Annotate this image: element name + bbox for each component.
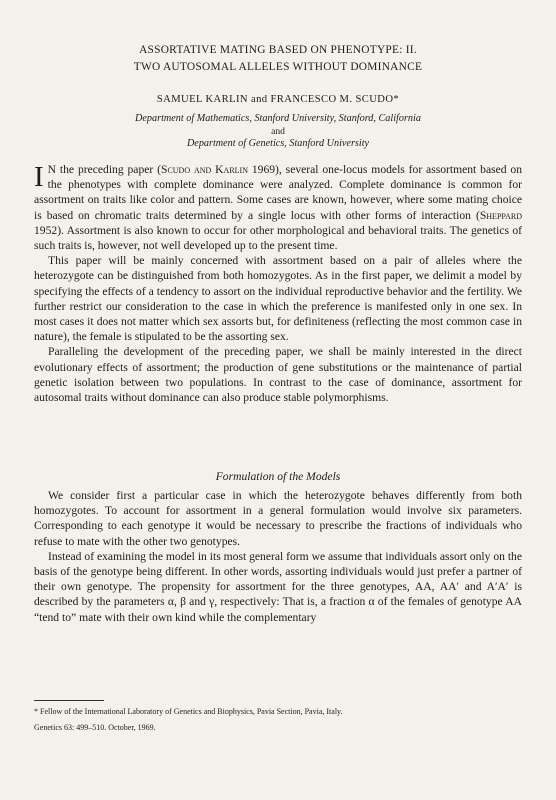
paper-title-line-1: ASSORTATIVE MATING BASED ON PHENOTYPE: II.: [139, 44, 417, 56]
authors: SAMUEL KARLIN and FRANCESCO M. SCUDO*: [156, 94, 400, 105]
footnote-rule: [34, 700, 104, 701]
drop-cap: I: [34, 161, 44, 193]
intro-p1-text-a: N the preceding paper (: [47, 163, 161, 176]
footnote: * Fellow of the International Laboratory of Genetics and Biophysics, Pavia Section, Pavia, Italy.: [34, 707, 343, 716]
intro-paragraph-3: Paralleling the development of the preceding paper, we shall be mainly interested in the direct evolutionary effects of assortment; the production of gene substitutions or the maintenance of partial genetic isolation between two populations. In contrast to the case of dominance, assortment for autosomal traits without dominance can also produce stable polymorphisms.: [34, 345, 522, 405]
intro-p1-text-b: 1969), several one-locus models for assortment based on the phenotypes with complete dominance were analyzed. Complete dominance is common for assortment on traits like color and pattern. Some cases are known, however, where some mating choice is based on chromatic traits determined by a single locus with other forms of interaction (: [34, 163, 523, 222]
intro-paragraph-1: [34, 162, 522, 253]
formulation-section: [34, 488, 522, 625]
intro-paragraph-2: This paper will be mainly concerned with assortment based on a pair of alleles where the heterozygote can be distinguished from both homozygotes. As in the first paper, we delimit a model by specifying the effects of a tendency to assort on the individual reproductive behavior and the fertility. We further restrict our consideration to the case in which the preference is manifested only in one sex. In most cases it does not matter which sex assorts but, for definiteness (reflecting the most common case in nature), the female is stipulated to be the assorting sex.: [34, 254, 522, 344]
affiliation-genetics: Department of Genetics, Stanford University: [186, 138, 370, 149]
affiliation-and: and: [271, 126, 285, 137]
paper-title-line-2: TWO AUTOSOMAL ALLELES WITHOUT DOMINANCE: [133, 61, 423, 73]
introduction: [34, 162, 522, 405]
citation-sheppard: Sheppard: [479, 208, 522, 222]
citation-scudo-karlin: Scudo and Karlin: [161, 163, 248, 176]
formulation-paragraph-2: Instead of examining the model in its most general form we assume that individuals assort only on the basis of the genotype being different. In other words, assorting individuals would just prefer a partner of their own genotype. The propensity for assortment for the three genotypes, AA, AA′ and A′A′ is described by the parameters α, β and γ, respectively: That is, a fraction α of the females of genotype AA “tend to” mate with their own kind while the complementary: [34, 549, 522, 624]
intro-p1-text-c: 1952). Assortment is also known to occur for other morphological and behavioral traits. The genetics of such traits is, however, not well developed up to the present time.: [34, 223, 522, 253]
formulation-paragraph-1: We consider first a particular case in which the heterozygote behaves differently from both homozygotes. To account for assortment in a general formulation would involve six parameters. Corresponding to each genotype it would be necessary to prescribe the fractions of individuals who refuse to mate with the other two genotypes.: [34, 489, 522, 548]
affiliation-mathematics: Department of Mathematics, Stanford University, Stanford, California: [135, 113, 421, 124]
section-heading: Formulation of the Models: [215, 470, 341, 483]
journal-reference: Genetics 63: 499–510. October, 1969.: [34, 723, 156, 732]
